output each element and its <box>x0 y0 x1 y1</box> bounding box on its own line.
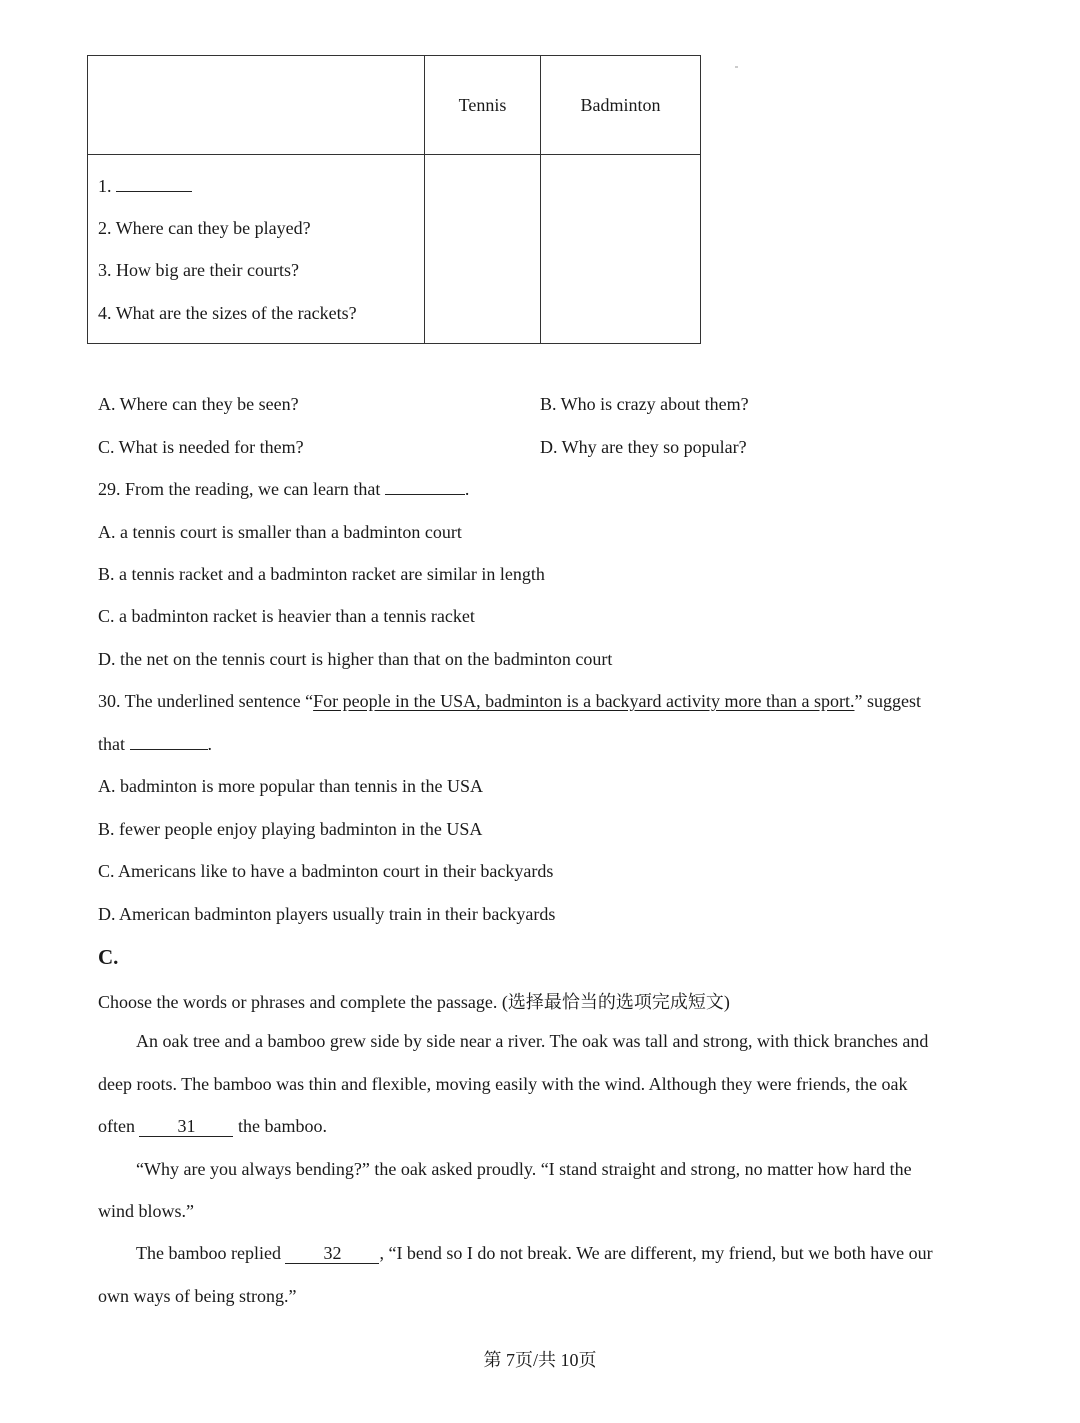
comparison-table <box>87 55 701 344</box>
question-number: 2. <box>98 217 112 238</box>
blank-31[interactable]: 31 <box>139 1116 233 1137</box>
passage-p1-line3 <box>98 1116 327 1137</box>
passage-p1-line2: deep roots. The bamboo was thin and flexible, moving easily with the wind. Although they were friends, the oak <box>98 1074 908 1094</box>
q30-option-a: A. badminton is more popular than tennis in the USA <box>98 776 483 796</box>
question-list <box>88 155 424 343</box>
question-item <box>98 216 424 259</box>
q28-option-b: B. Who is crazy about them? <box>540 394 749 414</box>
answer-blank[interactable] <box>116 173 192 192</box>
passage-text: often <box>98 1116 140 1136</box>
question-item <box>98 258 424 301</box>
passage-text: the bamboo. <box>233 1116 327 1136</box>
passage-text: The bamboo replied <box>136 1243 286 1263</box>
q29-option-c: C. a badminton racket is heavier than a tennis racket <box>98 606 475 626</box>
passage-p3-line2: own ways of being strong.” <box>98 1286 297 1306</box>
table-header-badminton: Badminton <box>541 56 701 155</box>
question-text: How big are their courts? <box>116 260 299 280</box>
q29-option-d: D. the net on the tennis court is higher than that on the badminton court <box>98 649 613 669</box>
q30-stem-line2-end: . <box>207 734 212 754</box>
q30-stem-end: ” suggest <box>854 691 921 711</box>
table-header-empty <box>88 56 425 155</box>
q29-stem-end: . <box>464 479 470 499</box>
q30-stem-line2-text: that <box>98 734 130 754</box>
passage-p2-line2: wind blows.” <box>98 1201 194 1221</box>
q29-stem-text: 29. From the reading, we can learn that <box>98 479 385 499</box>
q29-blank[interactable] <box>385 494 465 495</box>
scan-speck <box>735 66 738 68</box>
q30-option-c: C. Americans like to have a badminton court in their backyards <box>98 861 554 881</box>
q30-stem <box>98 691 921 712</box>
table-header-tennis: Tennis <box>425 56 541 155</box>
q28-option-c: C. What is needed for them? <box>98 437 304 457</box>
q30-stem-text: 30. The underlined sentence “ <box>98 691 314 711</box>
table-header-row <box>88 56 701 155</box>
passage-p1-line1: An oak tree and a bamboo grew side by side near a river. The oak was tall and strong, with thick branches and <box>136 1031 929 1051</box>
q30-underlined-sentence: For people in the USA, badminton is a backyard activity more than a sport. <box>313 691 855 711</box>
table-body-row <box>88 155 701 344</box>
passage-text: , “I bend so I do not break. We are different, my friend, but we both have our <box>379 1243 933 1263</box>
question-item <box>98 173 424 216</box>
section-c-heading: C. <box>98 945 119 969</box>
question-number: 3. <box>98 260 112 280</box>
passage-p3-line1 <box>136 1243 933 1264</box>
table-question-cell <box>88 155 425 344</box>
passage-p2-line1: “Why are you always bending?” the oak asked proudly. “I stand straight and strong, no matter how hard the <box>136 1159 912 1179</box>
question-item <box>98 301 424 344</box>
table-badminton-cell <box>541 155 701 344</box>
page-number-footer: 第 7页/共 10页 <box>483 1350 597 1370</box>
question-number: 1. <box>98 176 112 196</box>
q29-option-b: B. a tennis racket and a badminton racket are similar in length <box>98 564 545 584</box>
q28-option-a: A. Where can they be seen? <box>98 394 299 414</box>
blank-32[interactable]: 32 <box>285 1243 379 1264</box>
q29-option-a: A. a tennis court is smaller than a badminton court <box>98 522 462 542</box>
question-text: What are the sizes of the rackets? <box>115 302 357 323</box>
question-number: 4. <box>98 302 112 323</box>
table-tennis-cell <box>425 155 541 344</box>
q29-stem <box>98 479 469 500</box>
q28-option-d: D. Why are they so popular? <box>540 437 747 457</box>
section-c-instruction: Choose the words or phrases and complete the passage. (选择最恰当的选项完成短文) <box>98 992 730 1012</box>
question-text: Where can they be played? <box>115 217 311 238</box>
q30-option-b: B. fewer people enjoy playing badminton in the USA <box>98 819 483 839</box>
q30-stem-line2 <box>98 734 212 755</box>
q30-blank[interactable] <box>130 749 208 750</box>
q30-option-d: D. American badminton players usually train in their backyards <box>98 904 556 924</box>
